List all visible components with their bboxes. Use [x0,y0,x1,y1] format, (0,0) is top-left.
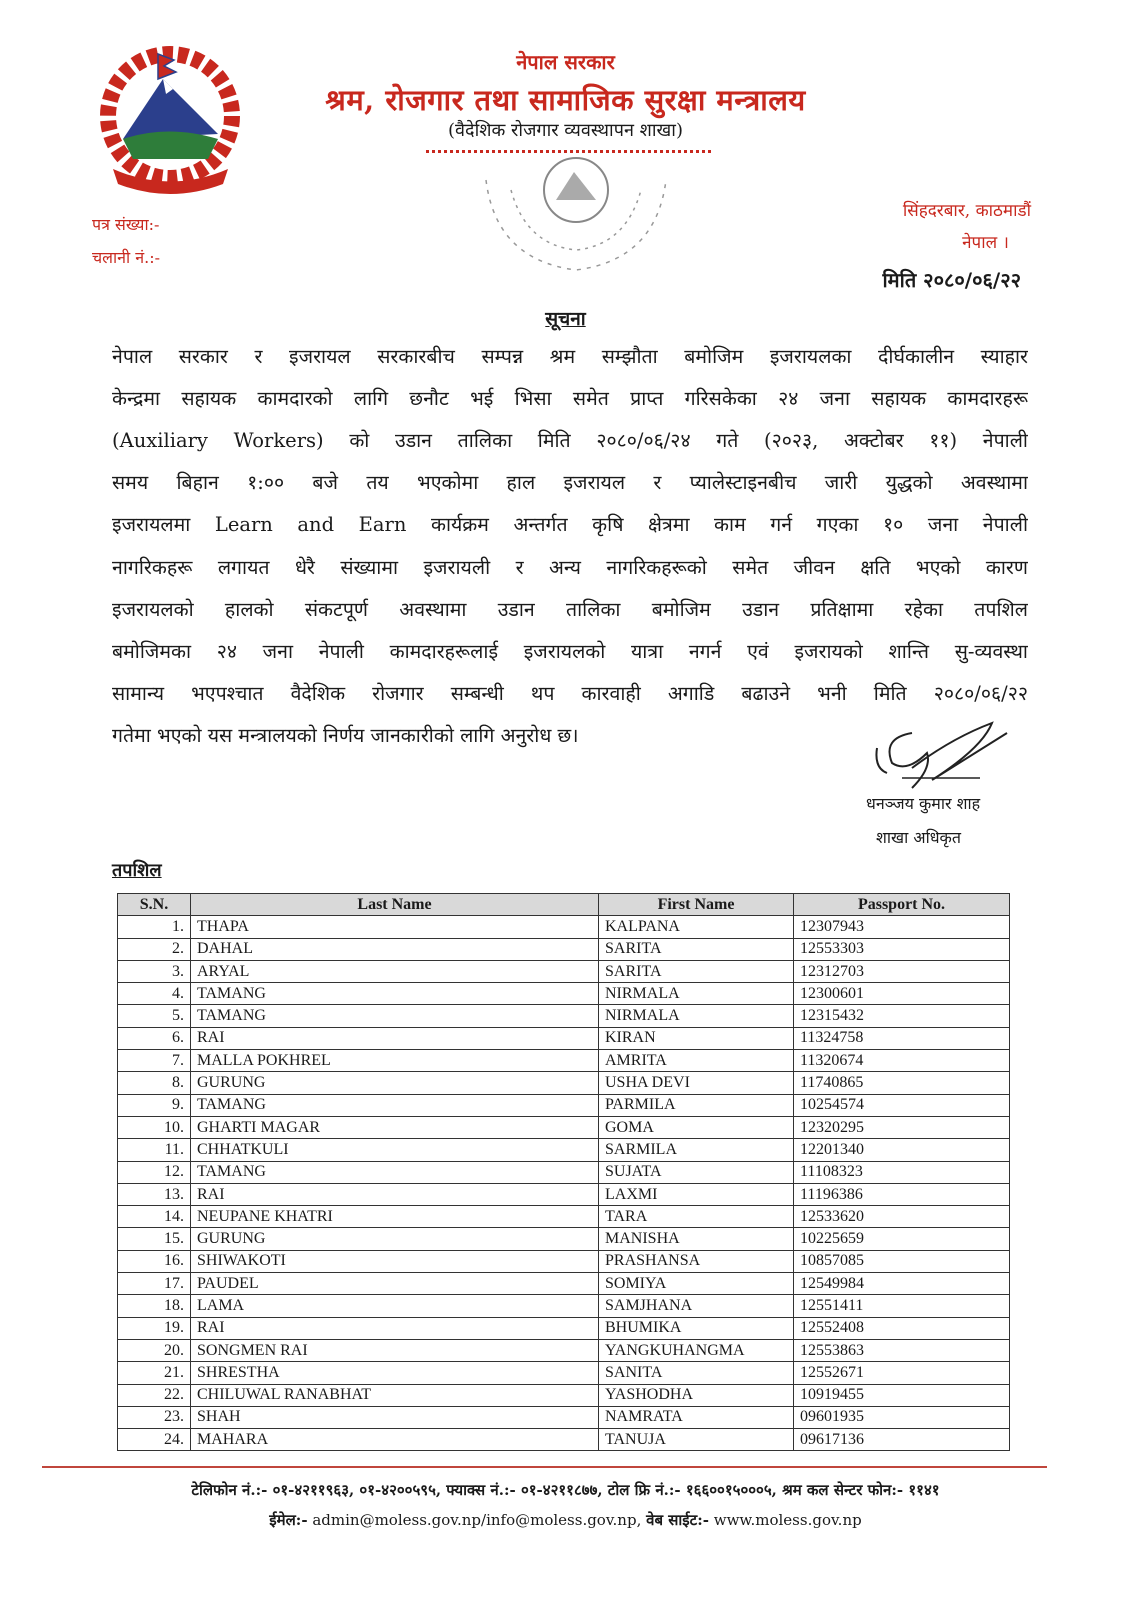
table-row [118,1384,1010,1406]
first-name-cell: YASHODHA [599,1384,794,1406]
first-name-cell: KIRAN [599,1027,794,1049]
table-row [118,1317,1010,1339]
passport-number-cell: 11108323 [794,1161,1010,1183]
table-row [118,1273,1010,1295]
table-row [118,1161,1010,1183]
last-name-cell: SHAH [191,1406,599,1428]
notice-line: केन्द्रमा सहायक कामदारको लागि छनौट भई भिसा समेत प्राप्त गरिसकेका २४ जना सहायक कामदारहरू [112,387,1028,410]
government-name: नेपाल सरकार [516,50,615,74]
notice-line: (Auxiliary Workers) को उडान तालिका मिति २०८०/०६/२४ गते (२०२३, अक्टोबर ११) नेपाली [112,429,1028,452]
address-line-1: सिंहदरबार, काठमाडौं [902,201,1031,221]
serial-number-cell: 18. [118,1295,191,1317]
notice-line: गतेमा भएको यस मन्त्रालयको निर्णय जानकारीको लागि अनुरोध छ। [112,724,579,747]
first-name-cell: BHUMIKA [599,1317,794,1339]
first-name-cell: SANITA [599,1362,794,1384]
last-name-cell: SONGMEN RAI [191,1339,599,1361]
column-header-first-name: First Name [599,894,794,916]
table-row [118,1339,1010,1361]
serial-number-cell: 6. [118,1027,191,1049]
first-name-cell: NAMRATA [599,1406,794,1428]
passport-number-cell: 10254574 [794,1094,1010,1116]
passport-number-cell: 12312703 [794,960,1010,982]
last-name-cell: LAMA [191,1295,599,1317]
website-label: वेब साईट:- [646,1511,709,1529]
first-name-cell: PRASHANSA [599,1250,794,1272]
column-header-last-name: Last Name [191,894,599,916]
column-header-passport: Passport No. [794,894,1010,916]
serial-number-cell: 3. [118,960,191,982]
table-row [118,1005,1010,1027]
signature-image [872,718,1022,798]
serial-number-cell: 7. [118,1050,191,1072]
last-name-cell: ARYAL [191,960,599,982]
notice-line: समय बिहान १:०० बजे तय भएकोमा हाल इजरायल र प्यालेस्टाइनबीच जारी युद्धको अवस्थामा [112,471,1028,494]
table-row [118,1295,1010,1317]
first-name-cell: SARITA [599,938,794,960]
letter-date: मिति २०८०/०६/२२ [882,268,1021,292]
passport-number-cell: 12552671 [794,1362,1010,1384]
passport-number-cell: 12300601 [794,983,1010,1005]
last-name-cell: MALLA POKHREL [191,1050,599,1072]
passport-number-cell: 11324758 [794,1027,1010,1049]
table-row [118,1228,1010,1250]
last-name-cell: RAI [191,1027,599,1049]
passport-number-cell: 12320295 [794,1116,1010,1138]
passport-number-cell: 12549984 [794,1273,1010,1295]
email-label: ईमेल:- [269,1511,308,1529]
last-name-cell: RAI [191,1183,599,1205]
notice-line: इजरायलमा Learn and Earn कार्यक्रम अन्तर्गत कृषि क्षेत्रमा काम गर्न गएका १० जना नेपाली [112,513,1028,536]
notice-line: नेपाल सरकार र इजरायल सरकारबीच सम्पन्न श्रम सम्झौता बमोजिम इजरायलका दीर्घकालीन स्याहार [112,345,1028,368]
table-row [118,1094,1010,1116]
last-name-cell: TAMANG [191,1094,599,1116]
signatory-name: धनञ्जय कुमार शाह [866,794,981,813]
first-name-cell: KALPANA [599,916,794,938]
passport-number-cell: 12551411 [794,1295,1010,1317]
first-name-cell: NIRMALA [599,983,794,1005]
branch-name: (वैदेशिक रोजगार व्यवस्थापन शाखा) [448,120,683,141]
passport-number-cell: 10857085 [794,1250,1010,1272]
footer-web [0,1510,1131,1530]
footer-divider [42,1466,1047,1468]
ministry-seal-stamp [476,150,676,280]
table-row [118,1072,1010,1094]
notice-line: बमोजिमका २४ जना नेपाली कामदारहरूलाई इजरायलको यात्रा नगर्न एवं इजरायको शान्ति सु-व्यवस्था [112,640,1028,663]
last-name-cell: DAHAL [191,938,599,960]
notice-line: इजरायलको हालको संकटपूर्ण अवस्थामा उडान तालिका बमोजिम उडान प्रतिक्षामा रहेका तपशिल [112,598,1028,621]
table-row [118,1139,1010,1161]
first-name-cell: TARA [599,1206,794,1228]
email-address[interactable]: admin@moless.gov.np/info@moless.gov.np, [312,1511,642,1529]
passport-number-cell: 10919455 [794,1384,1010,1406]
serial-number-cell: 22. [118,1384,191,1406]
serial-number-cell: 21. [118,1362,191,1384]
serial-number-cell: 8. [118,1072,191,1094]
last-name-cell: GHARTI MAGAR [191,1116,599,1138]
table-row [118,1027,1010,1049]
serial-number-cell: 23. [118,1406,191,1428]
first-name-cell: PARMILA [599,1094,794,1116]
schedule-title: तपशिल [112,860,162,881]
address-line-2: नेपाल । [962,233,1009,253]
serial-number-cell: 12. [118,1161,191,1183]
notice-line: नागरिकहरू लगायत धेरै संख्यामा इजरायली र अन्य नागरिकहरूको समेत जीवन क्षति भएको कारण [112,556,1028,579]
table-row [118,1362,1010,1384]
passport-number-cell: 12533620 [794,1206,1010,1228]
first-name-cell: MANISHA [599,1228,794,1250]
passport-number-cell: 11196386 [794,1183,1010,1205]
serial-number-cell: 5. [118,1005,191,1027]
table-row [118,983,1010,1005]
serial-number-cell: 17. [118,1273,191,1295]
serial-number-cell: 16. [118,1250,191,1272]
passport-number-cell: 09601935 [794,1406,1010,1428]
first-name-cell: SAMJHANA [599,1295,794,1317]
serial-number-cell: 11. [118,1139,191,1161]
last-name-cell: TAMANG [191,1005,599,1027]
last-name-cell: PAUDEL [191,1273,599,1295]
table-row [118,960,1010,982]
table-row [118,1406,1010,1428]
last-name-cell: NEUPANE KHATRI [191,1206,599,1228]
table-row [118,1116,1010,1138]
table-row [118,1183,1010,1205]
passport-number-cell: 12553863 [794,1339,1010,1361]
serial-number-cell: 4. [118,983,191,1005]
notice-line: सामान्य भएपश्चात वैदेशिक रोजगार सम्बन्धी थप कारवाही अगाडि बढाउने भनी मिति २०८०/०६/२२ [112,682,1028,705]
last-name-cell: TAMANG [191,983,599,1005]
first-name-cell: LAXMI [599,1183,794,1205]
table-row [118,1206,1010,1228]
first-name-cell: AMRITA [599,1050,794,1072]
serial-number-cell: 13. [118,1183,191,1205]
passport-number-cell: 12315432 [794,1005,1010,1027]
letter-number-label: पत्र संख्या:- [92,215,160,234]
serial-number-cell: 19. [118,1317,191,1339]
passport-number-cell: 11320674 [794,1050,1010,1072]
passport-number-cell: 12307943 [794,916,1010,938]
first-name-cell: GOMA [599,1116,794,1138]
last-name-cell: SHRESTHA [191,1362,599,1384]
serial-number-cell: 14. [118,1206,191,1228]
serial-number-cell: 24. [118,1429,191,1451]
last-name-cell: GURUNG [191,1072,599,1094]
passport-number-cell: 12201340 [794,1139,1010,1161]
last-name-cell: GURUNG [191,1228,599,1250]
table-row [118,1050,1010,1072]
table-row [118,938,1010,960]
serial-number-cell: 15. [118,1228,191,1250]
column-header-sn: S.N. [118,894,191,916]
table-row [118,1250,1010,1272]
first-name-cell: USHA DEVI [599,1072,794,1094]
first-name-cell: SUJATA [599,1161,794,1183]
table-row [118,916,1010,938]
passport-number-cell: 12552408 [794,1317,1010,1339]
first-name-cell: YANGKUHANGMA [599,1339,794,1361]
worker-list-table [117,893,1010,1451]
notice-title: सूचना [545,308,586,330]
table-row [118,1429,1010,1451]
passport-number-cell: 09617136 [794,1429,1010,1451]
table-header-row [118,894,1010,916]
passport-number-cell: 10225659 [794,1228,1010,1250]
serial-number-cell: 10. [118,1116,191,1138]
last-name-cell: MAHARA [191,1429,599,1451]
passport-number-cell: 12553303 [794,938,1010,960]
website-link[interactable]: www.moless.gov.np [713,1511,862,1529]
passport-number-cell: 11740865 [794,1072,1010,1094]
first-name-cell: SOMIYA [599,1273,794,1295]
serial-number-cell: 1. [118,916,191,938]
first-name-cell: TANUJA [599,1429,794,1451]
last-name-cell: SHIWAKOTI [191,1250,599,1272]
last-name-cell: THAPA [191,916,599,938]
first-name-cell: SARITA [599,960,794,982]
serial-number-cell: 20. [118,1339,191,1361]
ministry-name: श्रम, रोजगार तथा सामाजिक सुरक्षा मन्त्रालय [325,83,806,117]
last-name-cell: RAI [191,1317,599,1339]
first-name-cell: SARMILA [599,1139,794,1161]
signatory-designation: शाखा अधिकृत [876,828,961,847]
serial-number-cell: 9. [118,1094,191,1116]
dispatch-number-label: चलानी नं.:- [92,248,161,267]
first-name-cell: NIRMALA [599,1005,794,1027]
footer-contact: टेलिफोन नं.:- ०१-४२११९६३, ०१-४२००५९५, फ्याक्स नं.:- ०१-४२११८७७, टोल फ्रि नं.:- १६६००१५०००५, श्रम कल सेन्टर फोन:- ११४१ [191,1481,940,1499]
last-name-cell: TAMANG [191,1161,599,1183]
last-name-cell: CHILUWAL RANABHAT [191,1384,599,1406]
serial-number-cell: 2. [118,938,191,960]
last-name-cell: CHHATKULI [191,1139,599,1161]
